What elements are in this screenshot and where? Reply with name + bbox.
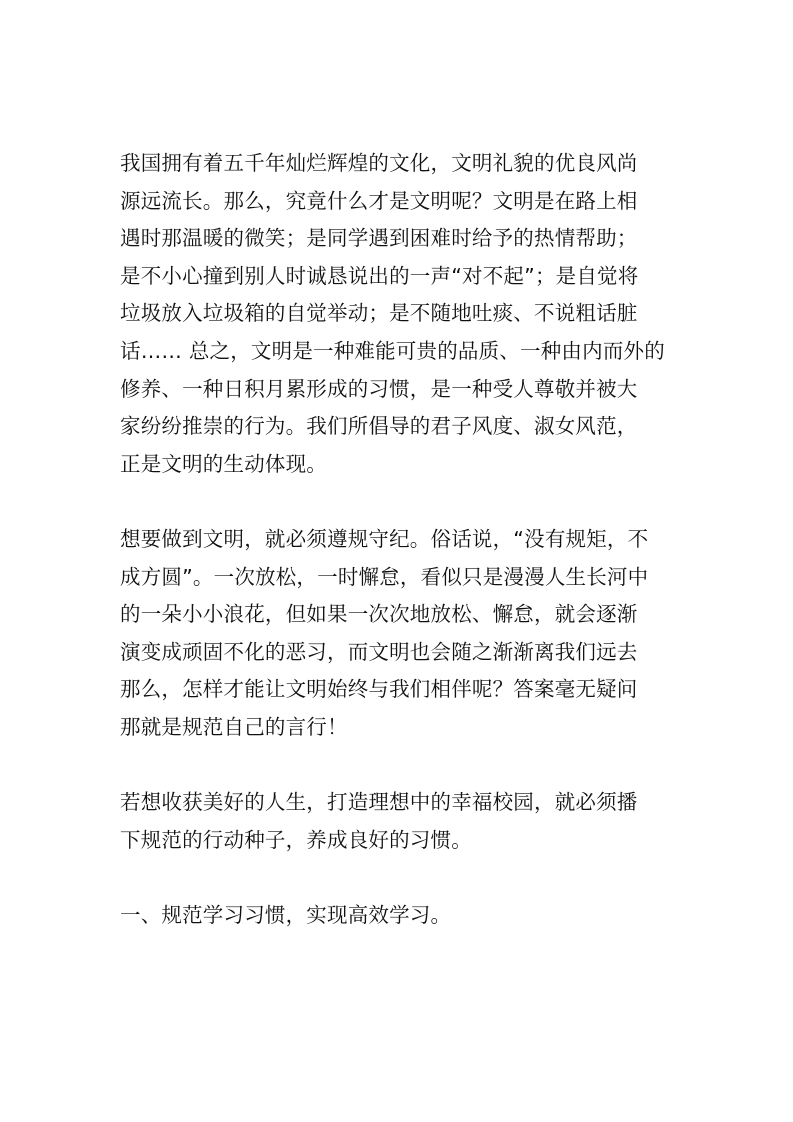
document-body (120, 145, 680, 934)
text-line: 源远流长。那么，究竟什么才是文明呢？文明是在路上相 (120, 188, 638, 213)
text-line: 若想收获美好的人生，打造理想中的幸福校园，就必须播 (120, 790, 638, 815)
text-line: 正是文明的生动体现。 (120, 451, 327, 476)
text-line: 我国拥有着五千年灿烂辉煌的文化，文明礼貌的优良风尚 (120, 151, 638, 175)
text-line: 那么，怎样才能让文明始终与我们相伴呢？答案毫无疑问 (120, 677, 638, 702)
paragraph-spacer (120, 747, 680, 785)
text-line: 那就是规范自己的言行！ (120, 714, 348, 739)
text-line: 话…… 总之，文明是一种难能可贵的品质、一种由内而外的 (120, 338, 665, 363)
text-line: 成方圆”。一次放松，一时懈怠，看似只是漫漫人生长河中 (120, 564, 649, 589)
text-line: 遇时那温暖的微笑；是同学遇到困难时给予的热情帮助； (120, 226, 638, 251)
paragraph-rules (120, 521, 680, 747)
paragraph-habits (120, 784, 680, 859)
paragraph-spacer (120, 859, 680, 897)
paragraph-spacer (120, 483, 680, 521)
heading-text: 一、规范学习习惯，实现高效学习。 (120, 902, 452, 927)
text-line: 下规范的行动种子，养成良好的习惯。 (120, 827, 472, 852)
paragraph-civility-intro (120, 145, 680, 483)
text-line: 是不小心撞到别人时诚恳说出的一声“对不起”；是自觉将 (120, 263, 639, 288)
text-line: 垃圾放入垃圾箱的自觉举动；是不随地吐痰、不说粗话脏 (120, 301, 638, 326)
text-line: 想要做到文明，就必须遵规守纪。俗话说，“没有规矩，不 (120, 526, 649, 551)
section-heading (120, 897, 680, 935)
text-line: 演变成顽固不化的恶习，而文明也会随之渐渐离我们远去 (120, 639, 638, 664)
text-line: 的一朵小小浪花，但如果一次次地放松、懈怠，就会逐渐 (120, 602, 638, 627)
text-line: 修养、一种日积月累形成的习惯，是一种受人尊敬并被大 (120, 376, 638, 401)
text-line: 家纷纷推崇的行为。我们所倡导的君子风度、淑女风范， (120, 414, 638, 439)
